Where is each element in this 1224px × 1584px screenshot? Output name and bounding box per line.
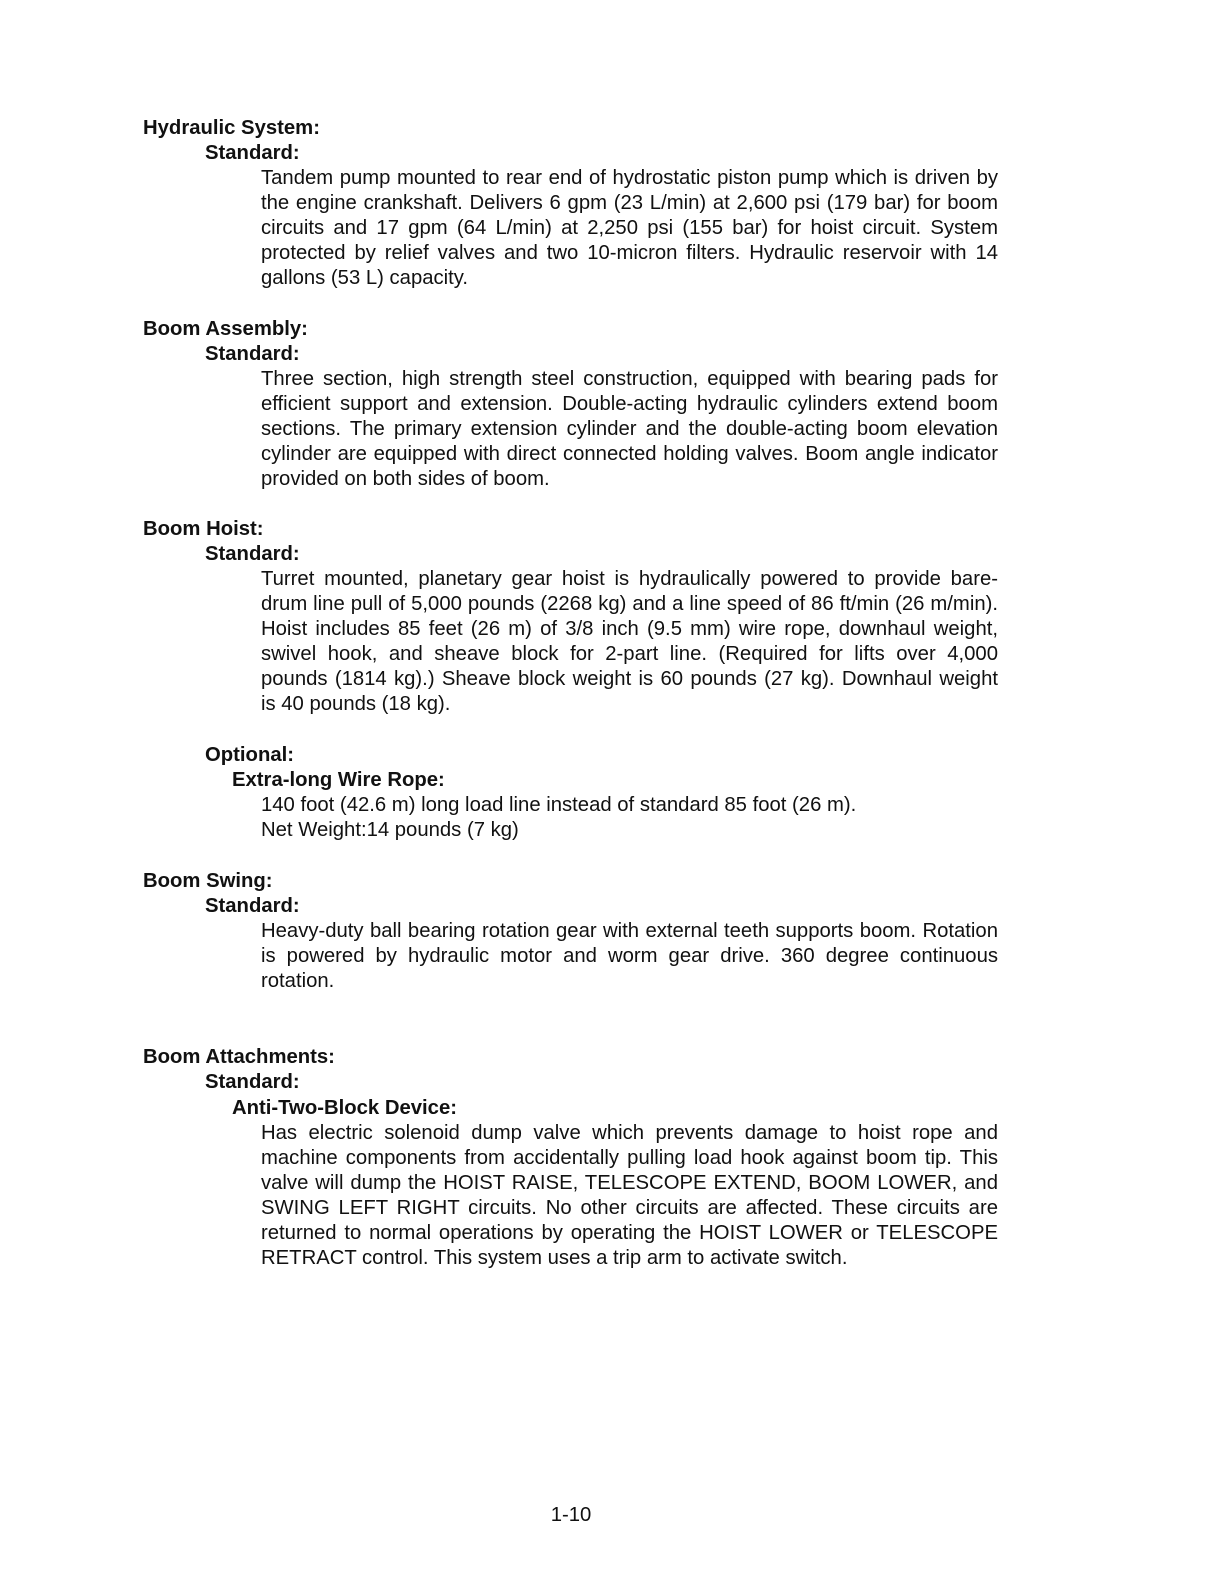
hydraulic-system-heading: Hydraulic System: <box>143 117 320 139</box>
extra-long-wire-rope-text: 140 foot (42.6 m) long load line instead of standard 85 foot (26 m). <box>261 794 857 816</box>
boom-swing-standard-label: Standard: <box>205 895 300 917</box>
boom-attachments-standard-label: Standard: <box>205 1071 300 1093</box>
anti-two-block-label: Anti-Two-Block Device: <box>232 1097 457 1119</box>
hydraulic-standard-label: Standard: <box>205 142 300 164</box>
boom-hoist-standard-text: Turret mounted, planetary gear hoist is hydraulically powered to provide bare-drum line pull of 5,000 pounds (2268 kg) and a line speed of 86 ft/min (26 m/min). Hoist includes 85 feet (26 m) of 3/8 inch (9.5 mm) wire rope, downhaul weight, swivel hook, and sheave block for 2-part line. (Required for lifts over 4,000 pounds (1814 kg).) Sheave block weight is 60 pounds (27 kg). Downhaul weight is 40 pounds (18 kg). <box>261 568 998 715</box>
boom-swing-heading: Boom Swing: <box>143 870 273 892</box>
boom-hoist-heading: Boom Hoist: <box>143 518 264 540</box>
page-number: 1-10 <box>550 1504 592 1526</box>
extra-long-wire-rope-label: Extra-long Wire Rope: <box>232 769 445 791</box>
boom-assembly-standard-text: Three section, high strength steel construction, equipped with bearing pads for efficient support and extension. Double-acting hydraulic cylinders extend boom sections. The primary extension cylinder and the double-acting boom elevation cylinder are equipped with direct connected holding valves. Boom angle indicator provided on both sides of boom. <box>261 368 998 490</box>
hydraulic-standard-text: Tandem pump mounted to rear end of hydrostatic piston pump which is driven by the engine crankshaft. Delivers 6 gpm (23 L/min) at 2,600 psi (179 bar) for boom circuits and 17 gpm (64 L/min) at 2,250 psi (155 bar) for hoist circuit. System protected by relief valves and two 10-micron filters. Hydraulic reservoir with 14 gallons (53 L) capacity. <box>261 167 998 289</box>
boom-hoist-standard-label: Standard: <box>205 543 300 565</box>
boom-assembly-heading: Boom Assembly: <box>143 318 308 340</box>
boom-attachments-heading: Boom Attachments: <box>143 1046 335 1068</box>
anti-two-block-text: Has electric solenoid dump valve which prevents damage to hoist rope and machine components from accidentally pulling load hook against boom tip. This valve will dump the HOIST RAISE, TELESCOPE EXTEND, BOOM LOWER, and SWING LEFT RIGHT circuits. No other circuits are affected. These circuits are returned to normal operations by operating the HOIST LOWER or TELESCOPE RETRACT control. This system uses a trip arm to activate switch. <box>261 1122 998 1269</box>
extra-long-wire-rope-weight: Net Weight:14 pounds (7 kg) <box>261 819 519 841</box>
boom-assembly-standard-label: Standard: <box>205 343 300 365</box>
boom-hoist-optional-label: Optional: <box>205 744 294 766</box>
boom-swing-standard-text: Heavy-duty ball bearing rotation gear with external teeth supports boom. Rotation is powered by hydraulic motor and worm gear drive. 360 degree continuous rotation. <box>261 920 998 992</box>
